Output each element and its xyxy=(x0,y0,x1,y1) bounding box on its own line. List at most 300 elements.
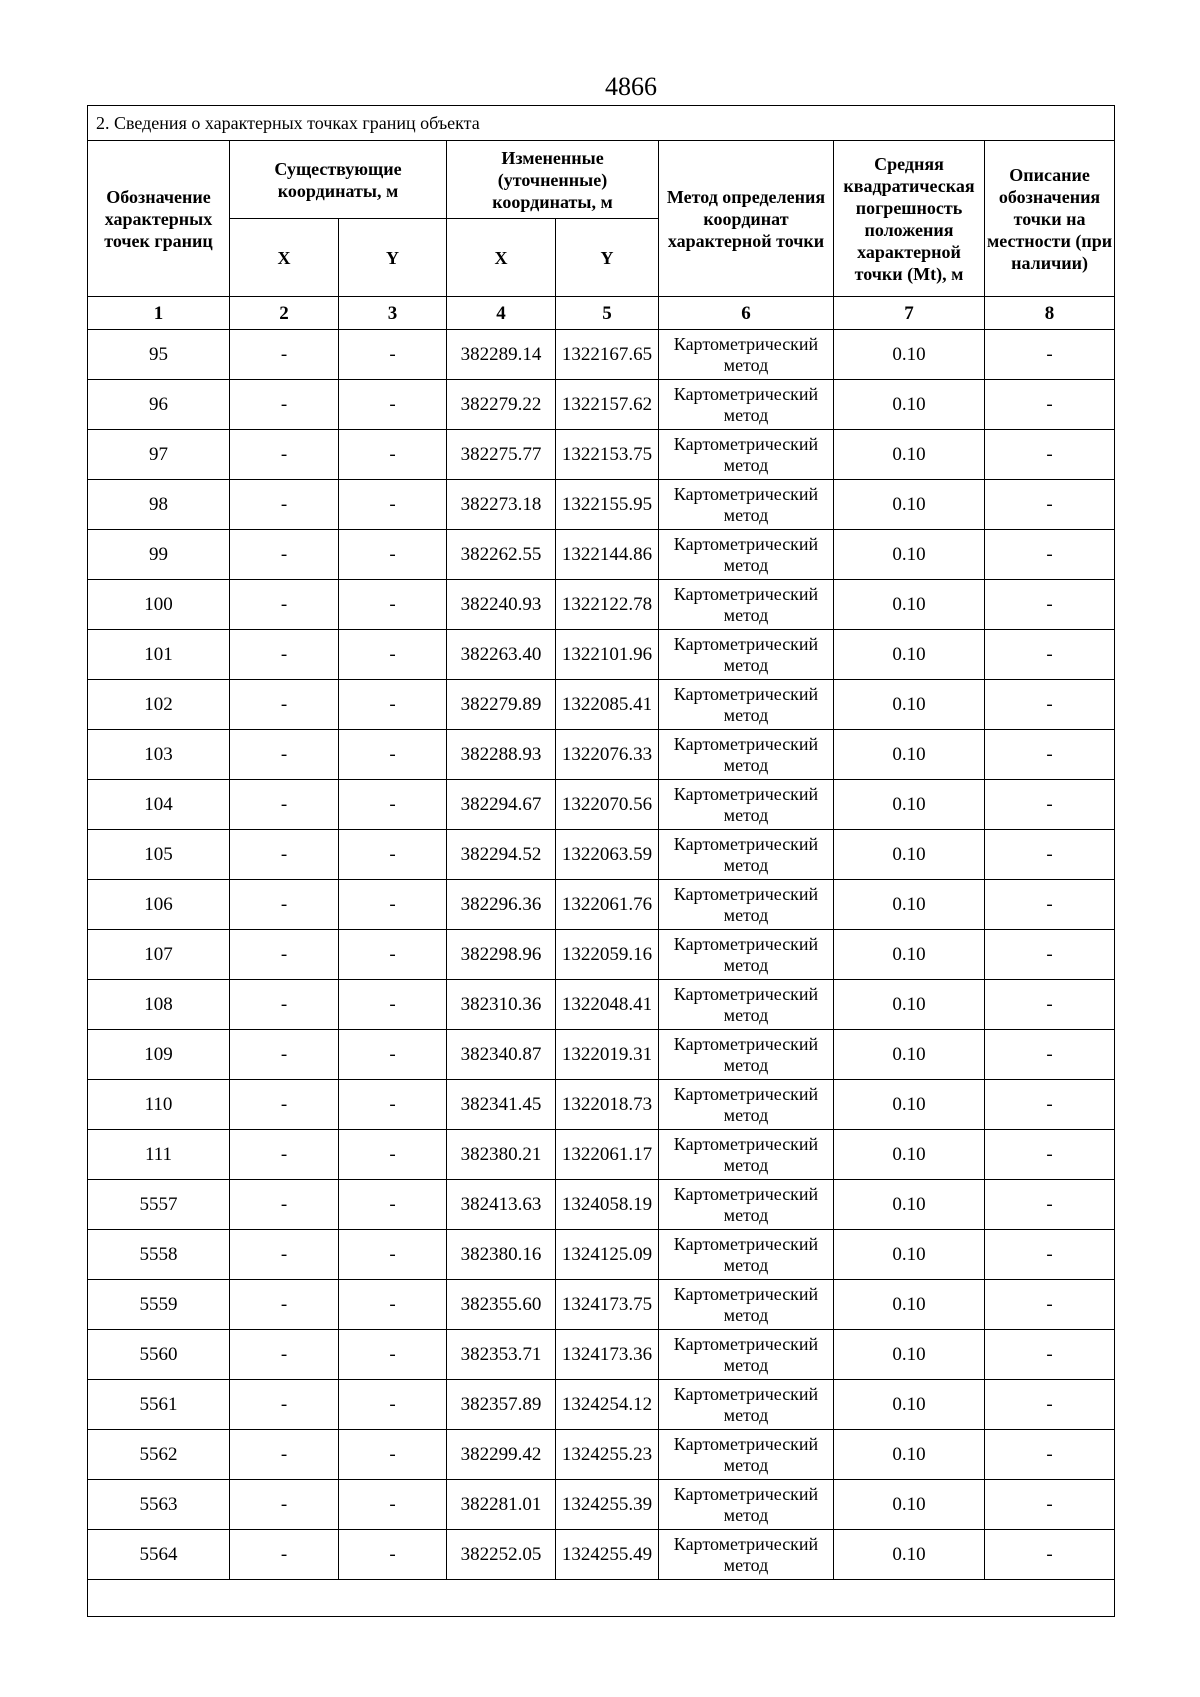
existing-y-cell: - xyxy=(339,980,447,1030)
method-line-1: Картометрический xyxy=(673,1183,819,1204)
table-footer-row xyxy=(88,1580,1115,1617)
changed-y-cell: 1324254.12 xyxy=(556,1380,659,1430)
method-cell xyxy=(659,480,834,530)
method-line-1: Картометрический xyxy=(673,1283,819,1304)
description-cell: - xyxy=(985,880,1115,930)
existing-x-cell: - xyxy=(230,1030,339,1080)
point-cell: 106 xyxy=(88,880,230,930)
method-line-1: Картометрический xyxy=(673,1383,819,1404)
existing-x-cell: - xyxy=(230,480,339,530)
table-row xyxy=(88,680,1115,730)
table-row xyxy=(88,380,1115,430)
table-row xyxy=(88,580,1115,630)
description-cell: - xyxy=(985,580,1115,630)
method-line-2: метод xyxy=(723,354,769,375)
point-cell: 103 xyxy=(88,730,230,780)
method-line-1: Картометрический xyxy=(673,1433,819,1454)
existing-x-cell: - xyxy=(230,880,339,930)
error-cell: 0.10 xyxy=(834,580,985,630)
description-cell: - xyxy=(985,380,1115,430)
changed-y-cell: 1324255.23 xyxy=(556,1430,659,1480)
table-row xyxy=(88,1030,1115,1080)
error-cell: 0.10 xyxy=(834,830,985,880)
method-line-2: метод xyxy=(723,604,769,625)
existing-y-cell: - xyxy=(339,630,447,680)
error-cell: 0.10 xyxy=(834,1430,985,1480)
error-cell: 0.10 xyxy=(834,780,985,830)
changed-x-cell: 382288.93 xyxy=(447,730,556,780)
existing-y-cell: - xyxy=(339,480,447,530)
description-cell: - xyxy=(985,430,1115,480)
method-line-1: Картометрический xyxy=(673,1133,819,1154)
table-row xyxy=(88,830,1115,880)
header-changed-coordinates: Измененные (уточненные) координаты, м xyxy=(447,141,659,219)
method-line-1: Картометрический xyxy=(673,333,819,354)
method-cell xyxy=(659,880,834,930)
changed-x-cell: 382310.36 xyxy=(447,980,556,1030)
method-line-1: Картометрический xyxy=(673,1333,819,1354)
description-cell: - xyxy=(985,1380,1115,1430)
point-cell: 96 xyxy=(88,380,230,430)
header-existing-coordinates: Существующие координаты, м xyxy=(230,141,447,219)
existing-y-cell: - xyxy=(339,830,447,880)
existing-x-cell: - xyxy=(230,730,339,780)
error-cell: 0.10 xyxy=(834,1130,985,1180)
point-cell: 100 xyxy=(88,580,230,630)
changed-x-cell: 382294.67 xyxy=(447,780,556,830)
table-row xyxy=(88,730,1115,780)
method-cell xyxy=(659,780,834,830)
method-line-1: Картометрический xyxy=(673,1233,819,1254)
changed-y-cell: 1322059.16 xyxy=(556,930,659,980)
method-line-2: метод xyxy=(723,504,769,525)
existing-x-cell: - xyxy=(230,330,339,380)
method-line-2: метод xyxy=(723,704,769,725)
table-row xyxy=(88,1380,1115,1430)
existing-x-cell: - xyxy=(230,430,339,480)
point-cell: 110 xyxy=(88,1080,230,1130)
method-cell xyxy=(659,530,834,580)
header-description: Описание обозначения точки на местности (при наличии) xyxy=(985,141,1115,297)
changed-x-cell: 382355.60 xyxy=(447,1280,556,1330)
description-cell: - xyxy=(985,830,1115,880)
header-designation: Обозначение характерных точек границ xyxy=(88,141,230,297)
existing-y-cell: - xyxy=(339,730,447,780)
changed-x-cell: 382263.40 xyxy=(447,630,556,680)
existing-x-cell: - xyxy=(230,980,339,1030)
error-cell: 0.10 xyxy=(834,1030,985,1080)
table-row xyxy=(88,1280,1115,1330)
changed-y-cell: 1322061.17 xyxy=(556,1130,659,1180)
description-cell: - xyxy=(985,480,1115,530)
description-cell: - xyxy=(985,330,1115,380)
method-cell xyxy=(659,1480,834,1530)
existing-x-cell: - xyxy=(230,930,339,980)
point-cell: 99 xyxy=(88,530,230,580)
existing-x-cell: - xyxy=(230,530,339,580)
method-line-2: метод xyxy=(723,554,769,575)
description-cell: - xyxy=(985,730,1115,780)
method-cell xyxy=(659,1380,834,1430)
changed-x-cell: 382340.87 xyxy=(447,1030,556,1080)
changed-y-cell: 1324125.09 xyxy=(556,1230,659,1280)
point-cell: 5557 xyxy=(88,1180,230,1230)
changed-y-cell: 1322155.95 xyxy=(556,480,659,530)
method-cell xyxy=(659,1080,834,1130)
existing-y-cell: - xyxy=(339,380,447,430)
changed-x-cell: 382262.55 xyxy=(447,530,556,580)
existing-y-cell: - xyxy=(339,430,447,480)
method-cell xyxy=(659,1180,834,1230)
description-cell: - xyxy=(985,1080,1115,1130)
header-changed-y: Y xyxy=(556,219,659,297)
changed-y-cell: 1324255.49 xyxy=(556,1530,659,1580)
changed-x-cell: 382279.89 xyxy=(447,680,556,730)
column-number-2: 2 xyxy=(230,297,339,330)
existing-y-cell: - xyxy=(339,1330,447,1380)
method-line-1: Картометрический xyxy=(673,633,819,654)
method-line-2: метод xyxy=(723,1004,769,1025)
method-line-2: метод xyxy=(723,1454,769,1475)
changed-x-cell: 382289.14 xyxy=(447,330,556,380)
changed-y-cell: 1322101.96 xyxy=(556,630,659,680)
column-number-4: 4 xyxy=(447,297,556,330)
method-line-1: Картометрический xyxy=(673,983,819,1004)
existing-x-cell: - xyxy=(230,1130,339,1180)
method-line-1: Картометрический xyxy=(673,933,819,954)
description-cell: - xyxy=(985,1430,1115,1480)
existing-x-cell: - xyxy=(230,1330,339,1380)
error-cell: 0.10 xyxy=(834,880,985,930)
method-line-1: Картометрический xyxy=(673,383,819,404)
changed-x-cell: 382252.05 xyxy=(447,1530,556,1580)
method-cell xyxy=(659,580,834,630)
changed-y-cell: 1322061.76 xyxy=(556,880,659,930)
method-cell xyxy=(659,830,834,880)
point-cell: 5559 xyxy=(88,1280,230,1330)
existing-x-cell: - xyxy=(230,630,339,680)
point-cell: 102 xyxy=(88,680,230,730)
description-cell: - xyxy=(985,980,1115,1030)
changed-y-cell: 1322122.78 xyxy=(556,580,659,630)
header-existing-y: Y xyxy=(339,219,447,297)
point-cell: 105 xyxy=(88,830,230,880)
column-number-row xyxy=(88,297,1115,330)
method-line-2: метод xyxy=(723,404,769,425)
changed-x-cell: 382298.96 xyxy=(447,930,556,980)
method-cell xyxy=(659,680,834,730)
table-row xyxy=(88,1330,1115,1380)
table-row xyxy=(88,430,1115,480)
description-cell: - xyxy=(985,1480,1115,1530)
page-number: 4866 xyxy=(605,72,657,101)
point-cell: 107 xyxy=(88,930,230,980)
existing-y-cell: - xyxy=(339,530,447,580)
existing-x-cell: - xyxy=(230,1080,339,1130)
existing-y-cell: - xyxy=(339,1130,447,1180)
header-method: Метод определения координат характерной точки xyxy=(659,141,834,297)
changed-x-cell: 382380.16 xyxy=(447,1230,556,1280)
method-line-1: Картометрический xyxy=(673,1083,819,1104)
method-cell xyxy=(659,380,834,430)
error-cell: 0.10 xyxy=(834,380,985,430)
point-cell: 97 xyxy=(88,430,230,480)
changed-x-cell: 382294.52 xyxy=(447,830,556,880)
error-cell: 0.10 xyxy=(834,1530,985,1580)
method-line-2: метод xyxy=(723,1104,769,1125)
changed-y-cell: 1322085.41 xyxy=(556,680,659,730)
changed-x-cell: 382296.36 xyxy=(447,880,556,930)
existing-y-cell: - xyxy=(339,1430,447,1480)
existing-y-cell: - xyxy=(339,1230,447,1280)
description-cell: - xyxy=(985,1530,1115,1580)
error-cell: 0.10 xyxy=(834,1330,985,1380)
description-cell: - xyxy=(985,1130,1115,1180)
description-cell: - xyxy=(985,630,1115,680)
method-cell xyxy=(659,930,834,980)
point-cell: 5561 xyxy=(88,1380,230,1430)
table-body xyxy=(88,330,1115,1580)
header-existing-x: X xyxy=(230,219,339,297)
existing-x-cell: - xyxy=(230,780,339,830)
method-line-2: метод xyxy=(723,454,769,475)
point-cell: 5562 xyxy=(88,1430,230,1480)
error-cell: 0.10 xyxy=(834,1280,985,1330)
table-row xyxy=(88,780,1115,830)
method-line-2: метод xyxy=(723,1504,769,1525)
header-mean-square-error: Средняя квадратическая погрешность положения характерной точки (Mt), м xyxy=(834,141,985,297)
table-row xyxy=(88,630,1115,680)
existing-y-cell: - xyxy=(339,930,447,980)
column-number-6: 6 xyxy=(659,297,834,330)
table-row xyxy=(88,930,1115,980)
method-line-1: Картометрический xyxy=(673,733,819,754)
existing-y-cell: - xyxy=(339,330,447,380)
existing-y-cell: - xyxy=(339,580,447,630)
error-cell: 0.10 xyxy=(834,1480,985,1530)
method-line-1: Картометрический xyxy=(673,583,819,604)
existing-x-cell: - xyxy=(230,830,339,880)
changed-x-cell: 382341.45 xyxy=(447,1080,556,1130)
existing-x-cell: - xyxy=(230,1530,339,1580)
description-cell: - xyxy=(985,1280,1115,1330)
changed-y-cell: 1322144.86 xyxy=(556,530,659,580)
method-line-2: метод xyxy=(723,1204,769,1225)
method-line-1: Картометрический xyxy=(673,683,819,704)
error-cell: 0.10 xyxy=(834,480,985,530)
existing-y-cell: - xyxy=(339,1530,447,1580)
method-line-2: метод xyxy=(723,754,769,775)
method-cell xyxy=(659,630,834,680)
description-cell: - xyxy=(985,680,1115,730)
existing-x-cell: - xyxy=(230,380,339,430)
existing-x-cell: - xyxy=(230,1180,339,1230)
existing-y-cell: - xyxy=(339,680,447,730)
method-cell xyxy=(659,1280,834,1330)
changed-y-cell: 1324058.19 xyxy=(556,1180,659,1230)
error-cell: 0.10 xyxy=(834,330,985,380)
description-cell: - xyxy=(985,1230,1115,1280)
header-changed-x: X xyxy=(447,219,556,297)
method-cell xyxy=(659,1530,834,1580)
description-cell: - xyxy=(985,1030,1115,1080)
method-line-1: Картометрический xyxy=(673,1533,819,1554)
table-row xyxy=(88,1130,1115,1180)
error-cell: 0.10 xyxy=(834,1230,985,1280)
table-row xyxy=(88,880,1115,930)
table-row xyxy=(88,330,1115,380)
existing-y-cell: - xyxy=(339,1030,447,1080)
changed-x-cell: 382240.93 xyxy=(447,580,556,630)
error-cell: 0.10 xyxy=(834,1080,985,1130)
method-cell xyxy=(659,980,834,1030)
description-cell: - xyxy=(985,1180,1115,1230)
existing-y-cell: - xyxy=(339,1380,447,1430)
existing-x-cell: - xyxy=(230,1430,339,1480)
description-cell: - xyxy=(985,780,1115,830)
method-line-2: метод xyxy=(723,1304,769,1325)
column-number-8: 8 xyxy=(985,297,1115,330)
changed-x-cell: 382357.89 xyxy=(447,1380,556,1430)
changed-y-cell: 1324173.36 xyxy=(556,1330,659,1380)
existing-x-cell: - xyxy=(230,1230,339,1280)
table-row xyxy=(88,980,1115,1030)
error-cell: 0.10 xyxy=(834,730,985,780)
existing-x-cell: - xyxy=(230,680,339,730)
error-cell: 0.10 xyxy=(834,530,985,580)
point-cell: 98 xyxy=(88,480,230,530)
existing-x-cell: - xyxy=(230,580,339,630)
point-cell: 111 xyxy=(88,1130,230,1180)
method-line-1: Картометрический xyxy=(673,483,819,504)
method-cell xyxy=(659,430,834,480)
changed-x-cell: 382353.71 xyxy=(447,1330,556,1380)
method-line-1: Картометрический xyxy=(673,833,819,854)
changed-x-cell: 382299.42 xyxy=(447,1430,556,1480)
changed-y-cell: 1322157.62 xyxy=(556,380,659,430)
existing-y-cell: - xyxy=(339,1080,447,1130)
method-line-1: Картометрический xyxy=(673,783,819,804)
method-line-2: метод xyxy=(723,1354,769,1375)
changed-y-cell: 1322076.33 xyxy=(556,730,659,780)
changed-x-cell: 382380.21 xyxy=(447,1130,556,1180)
changed-x-cell: 382281.01 xyxy=(447,1480,556,1530)
error-cell: 0.10 xyxy=(834,630,985,680)
existing-y-cell: - xyxy=(339,1480,447,1530)
changed-y-cell: 1322167.65 xyxy=(556,330,659,380)
method-cell xyxy=(659,1430,834,1480)
column-number-5: 5 xyxy=(556,297,659,330)
error-cell: 0.10 xyxy=(834,680,985,730)
existing-x-cell: - xyxy=(230,1480,339,1530)
changed-x-cell: 382273.18 xyxy=(447,480,556,530)
column-number-1: 1 xyxy=(88,297,230,330)
existing-y-cell: - xyxy=(339,880,447,930)
method-cell xyxy=(659,330,834,380)
existing-x-cell: - xyxy=(230,1380,339,1430)
point-cell: 95 xyxy=(88,330,230,380)
changed-y-cell: 1324255.39 xyxy=(556,1480,659,1530)
changed-y-cell: 1322018.73 xyxy=(556,1080,659,1130)
boundary-points-table xyxy=(87,105,1115,1617)
point-cell: 5563 xyxy=(88,1480,230,1530)
error-cell: 0.10 xyxy=(834,930,985,980)
changed-y-cell: 1322070.56 xyxy=(556,780,659,830)
method-line-2: метод xyxy=(723,1254,769,1275)
existing-y-cell: - xyxy=(339,1280,447,1330)
method-line-2: метод xyxy=(723,1154,769,1175)
point-cell: 108 xyxy=(88,980,230,1030)
method-line-2: метод xyxy=(723,1554,769,1575)
point-cell: 101 xyxy=(88,630,230,680)
existing-y-cell: - xyxy=(339,1180,447,1230)
changed-y-cell: 1324173.75 xyxy=(556,1280,659,1330)
changed-x-cell: 382413.63 xyxy=(447,1180,556,1230)
error-cell: 0.10 xyxy=(834,1180,985,1230)
method-cell xyxy=(659,1230,834,1280)
method-line-2: метод xyxy=(723,854,769,875)
existing-y-cell: - xyxy=(339,780,447,830)
method-line-2: метод xyxy=(723,1404,769,1425)
table-row xyxy=(88,1480,1115,1530)
changed-x-cell: 382279.22 xyxy=(447,380,556,430)
existing-x-cell: - xyxy=(230,1280,339,1330)
point-cell: 5560 xyxy=(88,1330,230,1380)
column-number-3: 3 xyxy=(339,297,447,330)
method-cell xyxy=(659,1330,834,1380)
table-row xyxy=(88,530,1115,580)
method-line-1: Картометрический xyxy=(673,533,819,554)
method-cell xyxy=(659,1030,834,1080)
point-cell: 104 xyxy=(88,780,230,830)
method-line-2: метод xyxy=(723,954,769,975)
error-cell: 0.10 xyxy=(834,1380,985,1430)
point-cell: 109 xyxy=(88,1030,230,1080)
method-line-2: метод xyxy=(723,1054,769,1075)
error-cell: 0.10 xyxy=(834,430,985,480)
section-title: 2. Сведения о характерных точках границ объекта xyxy=(88,106,1115,141)
table-footer-cell xyxy=(88,1580,1115,1617)
table-row xyxy=(88,1180,1115,1230)
method-line-1: Картометрический xyxy=(673,883,819,904)
changed-y-cell: 1322048.41 xyxy=(556,980,659,1030)
table-row xyxy=(88,1230,1115,1280)
table-row xyxy=(88,480,1115,530)
method-line-1: Картометрический xyxy=(673,1483,819,1504)
changed-y-cell: 1322063.59 xyxy=(556,830,659,880)
method-cell xyxy=(659,1130,834,1180)
table-row xyxy=(88,1430,1115,1480)
method-line-2: метод xyxy=(723,654,769,675)
method-line-1: Картометрический xyxy=(673,433,819,454)
description-cell: - xyxy=(985,930,1115,980)
changed-x-cell: 382275.77 xyxy=(447,430,556,480)
method-line-2: метод xyxy=(723,804,769,825)
changed-y-cell: 1322153.75 xyxy=(556,430,659,480)
description-cell: - xyxy=(985,530,1115,580)
point-cell: 5564 xyxy=(88,1530,230,1580)
changed-y-cell: 1322019.31 xyxy=(556,1030,659,1080)
method-cell xyxy=(659,730,834,780)
column-number-7: 7 xyxy=(834,297,985,330)
description-cell: - xyxy=(985,1330,1115,1380)
point-cell: 5558 xyxy=(88,1230,230,1280)
table-row xyxy=(88,1080,1115,1130)
table-row xyxy=(88,1530,1115,1580)
method-line-2: метод xyxy=(723,904,769,925)
method-line-1: Картометрический xyxy=(673,1033,819,1054)
error-cell: 0.10 xyxy=(834,980,985,1030)
